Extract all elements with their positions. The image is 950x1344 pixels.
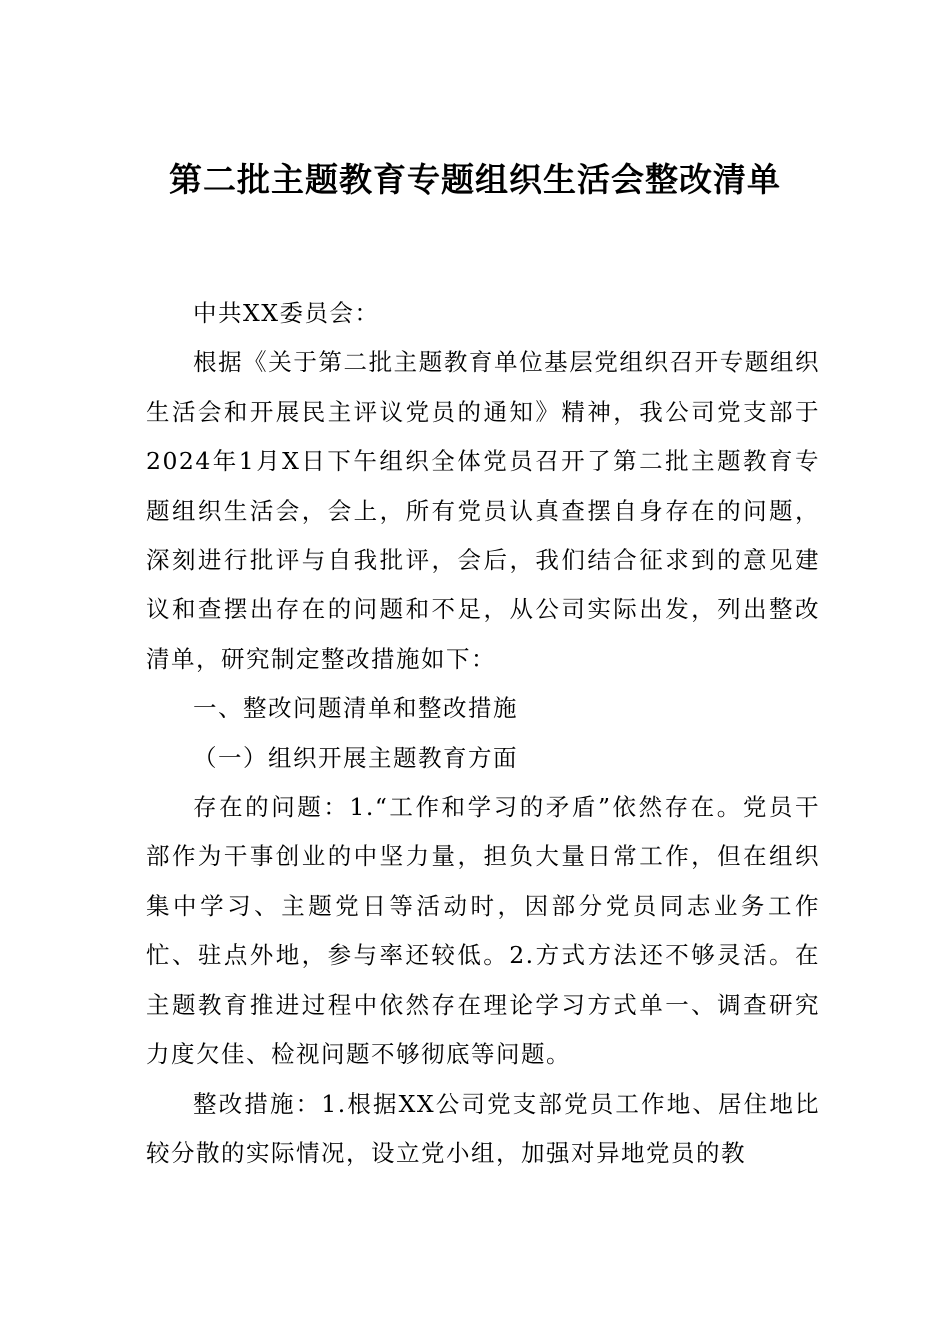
issues-paragraph: 存在的问题：1.“工作和学习的矛盾”依然存在。党员干部作为干事创业的中坚力量，担负大量日常工作，但在组织集中学习、主题党日等活动时，因部分党员同志业务工作忙、驻点外地，参与率还较低。2.方式方法还不够灵活。在主题教育推进过程中依然存在理论学习方式单一、调查研究力度欠佳、检视问题不够彻底等问题。: [146, 793, 820, 1069]
subsection-heading: （一）组织开展主题教育方面: [193, 743, 518, 772]
measures-paragraph: 整改措施：1.根据XX公司党支部党员工作地、居住地比较分散的实际情况，设立党小组，加强对异地党员的教: [146, 1089, 820, 1167]
document-title: 第二批主题教育专题组织生活会整改清单: [169, 160, 781, 199]
salutation: 中共XX委员会：: [193, 299, 380, 327]
document-body: [146, 289, 820, 1178]
intro-paragraph: 根据《关于第二批主题教育单位基层党组织召开专题组织生活会和开展民主评议党员的通知》精神，我公司党支部于2024年1月X日下午组织全体党员召开了第二批主题教育专题组织生活会，会上，所有党员认真查摆自身存在的问题，深刻进行批评与自我批评，会后，我们结合征求到的意见建议和查摆出存在的问题和不足，从公司实际出发，列出整改清单，研究制定整改措施如下：: [146, 348, 820, 673]
section-heading: 一、整改问题清单和整改措施: [193, 694, 518, 723]
